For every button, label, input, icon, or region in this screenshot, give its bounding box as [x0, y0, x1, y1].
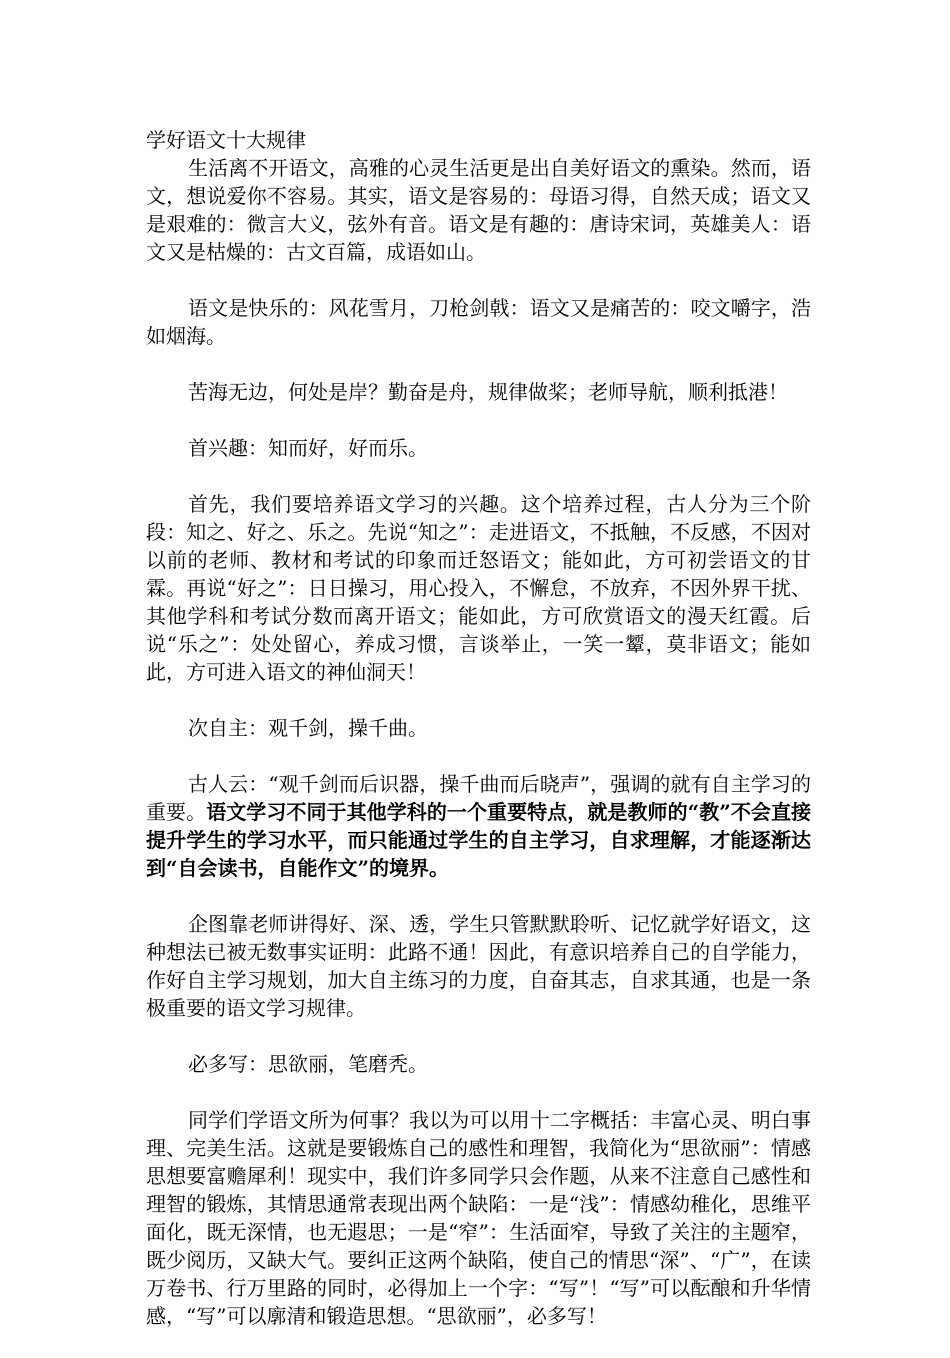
- document-page: [146, 126, 811, 1358]
- paragraph-joy: 语文是快乐的：风花雪月，刀枪剑戟：语文又是痛苦的：咬文嚼字，浩如烟海。: [146, 296, 811, 348]
- paragraph-writing: 同学们学语文所为何事？我以为可以用十二字概括：丰富心灵、明白事理、完美生活。这就是要锻炼自己的感性和理智，我简化为“思欲丽”：情感思想要富赡犀利！现实中，我们许多同学只会作题，从来不注意自己感性和理智的锻炼，其情思通常表现出两个缺陷：一是“浅”：情感幼稚化，思维平面化，既无深情，也无遐思；一是“窄”：生活面窄，导致了关注的主题窄，既少阅历，又缺大气。要纠正这两个缺陷，使自己的情思“深”、“广”，在读万卷书、行万里路的同时，必得加上一个字：“写”！“写”可以酝酿和升华情感，“写”可以廓清和锻造思想。“思欲丽”，必多写！: [146, 1108, 811, 1328]
- heading-writing: 必多写：思欲丽，笔磨秃。: [188, 1052, 428, 1076]
- paragraph-interest: 首先，我们要培养语文学习的兴趣。这个培养过程，古人分为三个阶段：知之、好之、乐之。先说“知之”：走进语文，不抵触，不反感，不因对以前的老师、教材和考试的印象而迁怒语文；能如此，方可初尝语文的甘霖。再说“好之”：日日操习，用心投入，不懈怠，不放弃，不因外界干扰、其他学科和考试分数而离开语文；能如此，方可欣赏语文的漫天红霞。后说“乐之”：处处留心，养成习惯，言谈举止，一笑一颦，莫非语文；能如此，方可进入语文的神仙洞天！: [146, 492, 811, 684]
- document-title: 学好语文十大规律: [146, 128, 306, 152]
- paragraph-intro: 生活离不开语文，高雅的心灵生活更是出自美好语文的熏染。然而，语文，想说爱你不容易。其实，语文是容易的：母语习得，自然天成；语文又是艰难的：微言大义，弦外有音。语文是有趣的：唐诗宋词，英雄美人：语文又是枯燥的：古文百篇，成语如山。: [146, 156, 811, 264]
- paragraph-shore: 苦海无边，何处是岸？勤奋是舟，规律做桨；老师导航，顺利抵港！: [188, 380, 788, 404]
- paragraph-autonomy-regular: 古人云：“观千剑而后识器，操千曲而后晓声”，强调的就有自主学习的重要。: [146, 772, 811, 824]
- heading-autonomy: 次自主：观千剑，操千曲。: [188, 716, 428, 740]
- paragraph-autonomy: [146, 770, 811, 882]
- paragraph-self-study: 企图靠老师讲得好、深、透，学生只管默默聆听、记忆就学好语文，这种想法已被无数事实证明：此路不通！因此，有意识培养自己的自学能力，作好自主学习规划，加大自主练习的力度，自奋其志，自求其通，也是一条极重要的语文学习规律。: [146, 912, 811, 1020]
- paragraph-autonomy-bold: 语文学习不同于其他学科的一个重要特点，就是教师的“教”不会直接提升学生的学习水平，而只能通过学生的自主学习，自求理解，才能逐渐达到“自会读书，自能作文”的境界。: [146, 800, 811, 880]
- heading-interest: 首兴趣：知而好，好而乐。: [188, 436, 428, 460]
